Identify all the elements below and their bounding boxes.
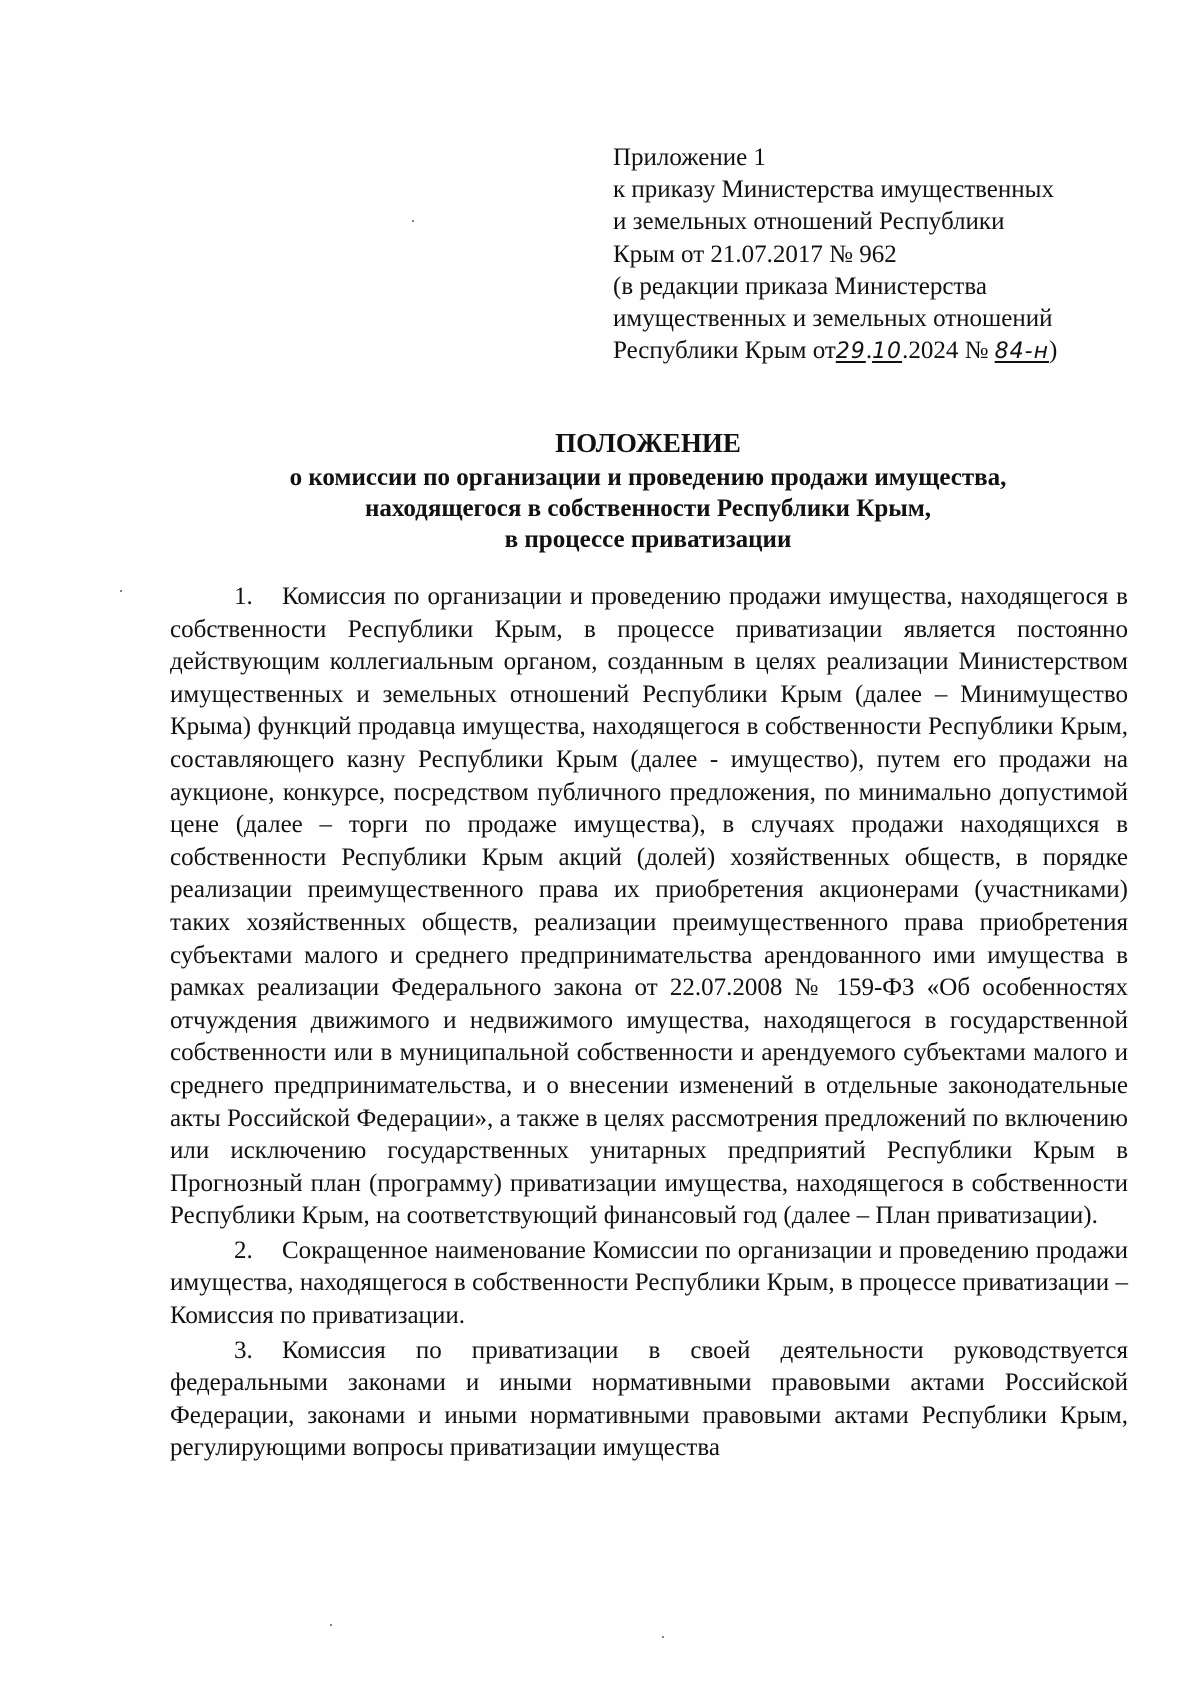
scan-speck [330,1624,332,1626]
document-body [170,581,1128,1467]
appendix-block [613,142,1133,368]
scan-speck [120,590,122,592]
paragraph-number: 3. [234,1336,253,1364]
scan-speck [412,220,414,222]
appendix-line-1: Приложение 1 [613,144,766,171]
appendix-line-5: (в редакции приказа Министерства [613,272,987,300]
heading-line-3: в процессе приватизации [504,526,792,553]
appendix-line-2: к приказу Министерства имущественных [613,176,1054,204]
paragraph-text: Комиссия по организации и проведению продажи имущества, находящегося в собственности Республики Крым, в процессе приватизации является постоянно действующим коллегиальным органом, созданным в целях реализации Министерством имущественных и земельных отношений Республики Крым (далее – Минимущество Крыма) функций продавца имущества, находящегося в собственности Республики Крым, составляющего казну Республики Крым (далее - имущество), путем его продажи на аукционе, конкурсе, посредством публичного предложения, по минимально допустимой цене (далее – торги по продаже имущества), в случаях продажи находящихся в собственности Республики Крым акций (долей) хозяйственных обществ, в порядке реализации преимущественного права их приобретения акционерами (участниками) таких хозяйственных обществ, реализации преимущественного права приобретения субъектами малого и среднего предпринимательства арендованного ими имущества в рамках реализации Федерального закона от 22.07.2008 № 159-ФЗ «Об особенностях отчуждения движимого и недвижимого имущества, находящегося в государственной собственности или в муниципальной собственности и арендуемого субъектами малого и среднего предпринимательства, и о внесении изменений в отдельные законодательные акты Российской Федерации», а также в целях рассмотрения предложений по включению или исключению государственных унитарных предприятий Республики Крым в Прогнозный план (программу) приватизации имущества, находящегося в собственности Республики Крым, на соответствующий финансовый год (далее – План приватизации). [170,583,1128,1230]
year-and-number-sign: .2024 № [902,337,995,365]
paragraph-text: Комиссия по приватизации в своей деятельности руководствуется федеральными законами и иными нормативными правовыми актами Российской Федерации, законами и иными нормативными правовыми актами Республики Крым, регулирующими вопросы приватизации имущества [170,1336,1128,1462]
date-dot: . [865,337,873,365]
document-title: ПОЛОЖЕНИЕ [555,428,741,458]
heading-line-2: находящегося в собственности Республики Крым, [364,495,932,522]
handwritten-order-number: 84-н [994,339,1049,365]
document-heading [168,428,1128,555]
paragraph-3 [170,1335,1128,1465]
paragraph-text: Сокращенное наименование Комиссии по организации и проведению продажи имущества, находящегося в собственности Республики Крым, в процессе приватизации – Комиссия по приватизации. [170,1236,1128,1330]
appendix-line-4: Крым от 21.07.2017 № 962 [613,240,897,268]
appendix-line-7 [613,335,1133,368]
heading-line-1: о комиссии по организации и проведению продажи имущества, [289,464,1007,491]
paragraph-1 [170,581,1128,1233]
paragraph-number: 2. [234,1236,253,1264]
appendix-line-3: и земельных отношений Республики [613,208,1005,236]
appendix-line-7-prefix: Республики Крым от [613,337,836,365]
appendix-line-6: имущественных и земельных отношений [613,305,1053,333]
closing-paren: ) [1049,337,1058,365]
paragraph-number: 1. [234,583,253,610]
paragraph-2 [170,1235,1128,1333]
handwritten-month: 10 [872,339,903,365]
handwritten-day: 29 [835,339,866,365]
scan-speck [662,1636,664,1638]
